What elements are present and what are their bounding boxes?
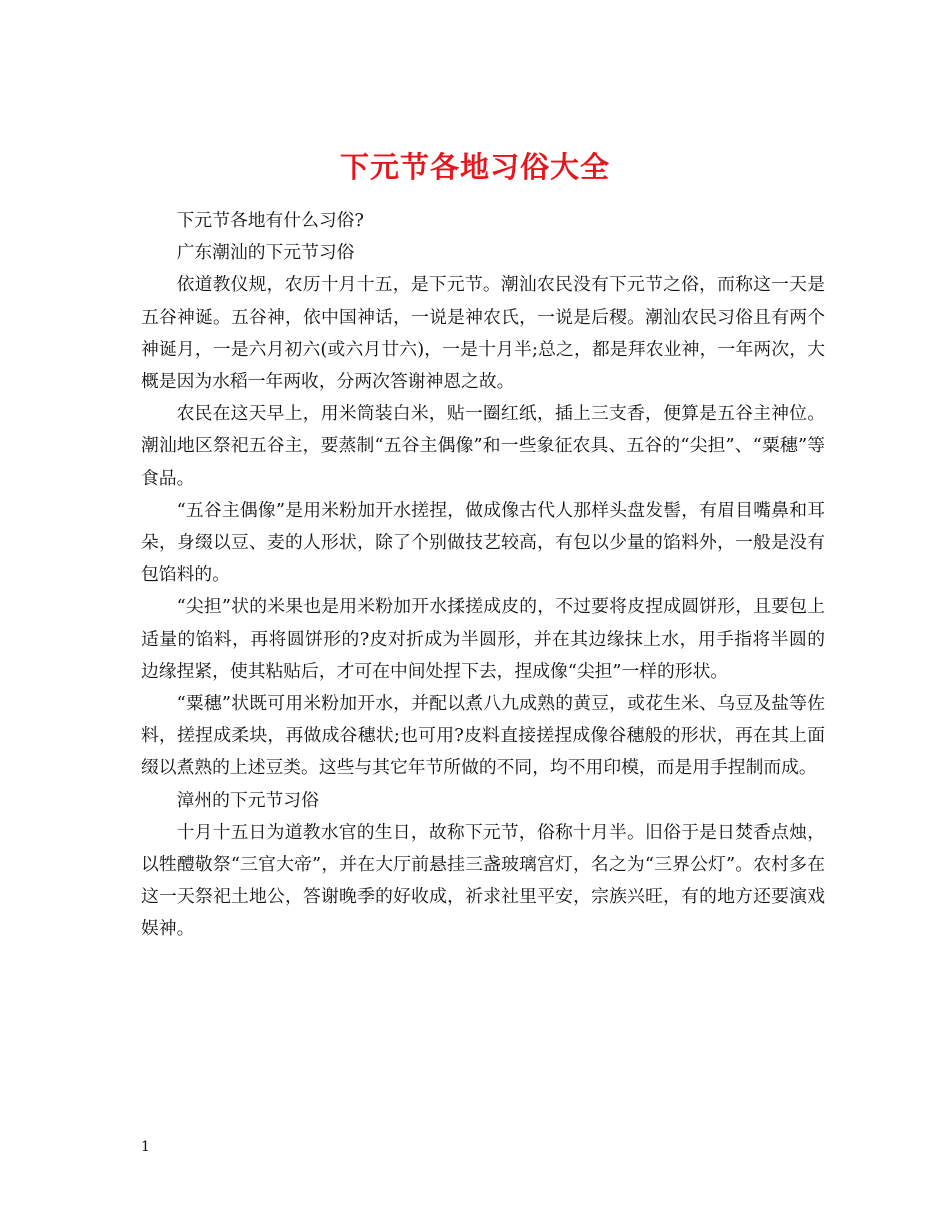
paragraph-jiandan: “尖担”状的米果也是用米粉加开水揉搓成皮的，不过要将皮捏成圆饼形，且要包上适量的馅料，再将圆饼形的?皮对折成为半圆形，并在其边缘抹上水，用手指将半圆的边缘捏紧，使其粘贴后，才可在中间处捏下去，捏成像“尖担”一样的形状。 — [141, 596, 825, 682]
document-body — [141, 205, 825, 946]
section-heading-zhangzhou: 漳州的下元节习俗 — [176, 789, 319, 811]
paragraph-susui: “粟穗”状既可用米粉加开水，并配以煮八九成熟的黄豆，或花生米、乌豆及盐等佐料，搓捏成柔块，再做成谷穗状;也可用?皮料直接搓捏成像谷穗般的形状，再在其上面缀以煮熟的上述豆类。这些与其它年节所做的不同，均不用印模，而是用手捏制而成。 — [141, 693, 825, 779]
paragraph-question: 下元节各地有什么习俗? — [176, 210, 364, 231]
section-heading-chaoshan: 广东潮汕的下元节习俗 — [176, 242, 355, 264]
page-title: 下元节各地习俗大全 — [339, 150, 610, 185]
page-number: 1 — [141, 1139, 150, 1155]
paragraph-chaoshan-intro: 依道教仪规，农历十月十五，是下元节。潮汕农民没有下元节之俗，而称这一天是五谷神诞。五谷神，依中国神话，一说是神农氏，一说是后稷。潮汕农民习俗且有两个神诞月，一是六月初六(或六月廿六)，一是十月半;总之，都是拜农业神，一年两次，大概是因为水稻一年两收，分两次答谢神恩之故。 — [141, 274, 825, 393]
paragraph-wugu-idol: “五谷主偶像”是用米粉加开水搓捏，做成像古代人那样头盘发髻，有眉目嘴鼻和耳朵，身缀以豆、麦的人形状，除了个别做技艺较高，有包以少量的馅料外，一般是没有包馅料的。 — [141, 499, 825, 586]
paragraph-zhangzhou: 十月十五日为道教水官的生日，故称下元节，俗称十月半。旧俗于是日焚香点烛，以牲醴敬祭“三官大帝”，并在大厅前悬挂三盏玻璃宫灯，名之为“三界公灯”。农村多在这一天祭祀土地公，答谢晚季的好收成，祈求社里平安，宗族兴旺，有的地方还要演戏娱神。 — [141, 821, 825, 940]
paragraph-chaoshan-offering: 农民在这天早上，用米筒装白米，贴一圈红纸，插上三支香，便算是五谷主神位。潮汕地区祭祀五谷主，要蒸制“五谷主偶像”和一些象征农具、五谷的“尖担”、“粟穗”等食品。 — [141, 403, 825, 489]
